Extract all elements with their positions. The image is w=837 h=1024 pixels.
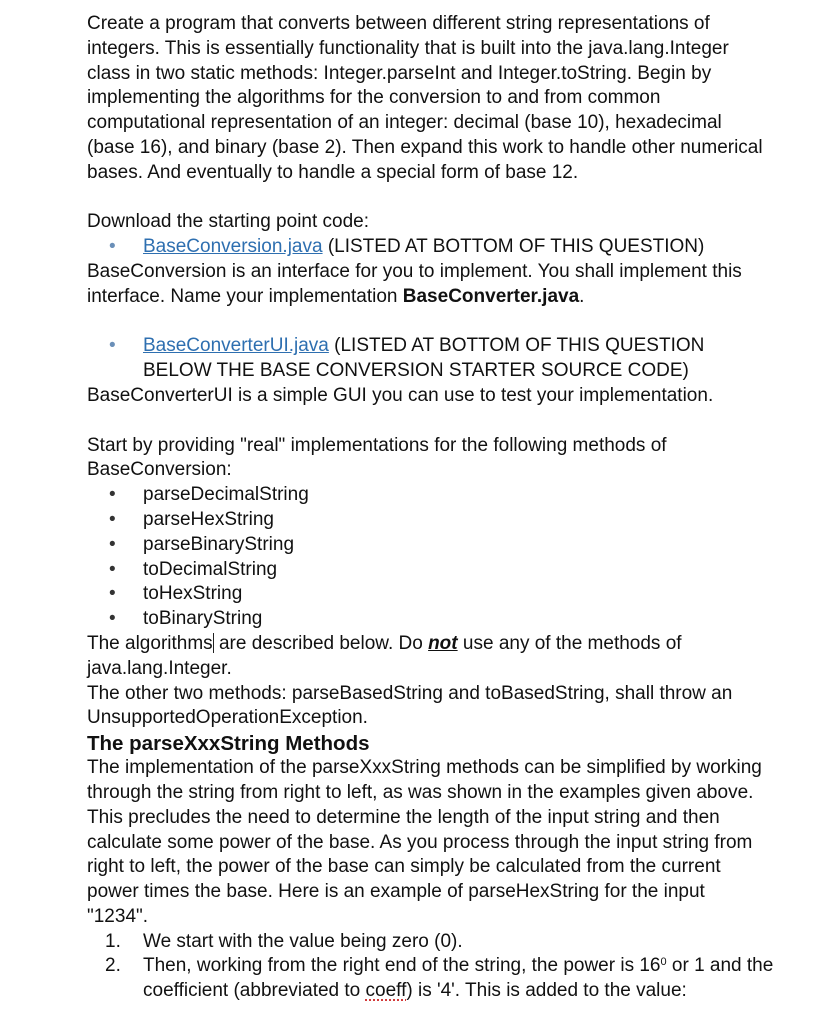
- bullet-icon: •: [109, 484, 116, 506]
- intro-line-7: bases. And eventually to handle a special form of base 12.: [87, 161, 579, 183]
- base-converter-filename: BaseConverter.java: [402, 285, 580, 307]
- section-p5: right to left, the power of the base can simply be calculated from the current: [87, 856, 721, 878]
- method-list: [87, 483, 817, 632]
- intro-line-3: class in two static methods: Integer.parseInt and Integer.toString. Begin by: [87, 62, 712, 84]
- download-item-2: [87, 334, 817, 384]
- intro-line-1: Create a program that converts between different string representations of: [87, 13, 710, 34]
- section-heading: The parseXxxString Methods: [87, 732, 370, 756]
- method-list-item: [87, 508, 817, 533]
- step-1-number: 1.: [105, 930, 121, 952]
- section-p4: calculate some power of the base. As you process through the input string from: [87, 831, 753, 853]
- download-item-2-desc: BaseConverterUI is a simple GUI you can use to test your implementation.: [87, 384, 714, 406]
- section-p1: The implementation of the parseXxxString methods can be simplified by working: [87, 757, 762, 779]
- step-2-text: Then, working from the right end of the string, the power is $16^0$ or 1 and the coefficient (abbreviated to coeff) is '4'. This is added to the value:: [143, 955, 774, 1002]
- method-name: parseHexString: [143, 508, 274, 530]
- method-list-item: [87, 533, 817, 558]
- step-2-number: 2.: [105, 955, 121, 977]
- bullet-icon: •: [109, 608, 116, 630]
- intro-line-2: integers. This is essentially functionality that is built into the java.lang.Integer: [87, 37, 729, 59]
- method-name: toBinaryString: [143, 608, 263, 630]
- step-2: [87, 954, 817, 1004]
- step-1: [87, 930, 817, 955]
- method-name: parseDecimalString: [143, 484, 309, 506]
- bullet-icon: •: [109, 583, 116, 605]
- section-p7: "1234".: [87, 905, 149, 927]
- download-item-1-desc-1: BaseConversion is an interface for you to implement. You shall implement this: [87, 260, 742, 282]
- section-p3: This precludes the need to determine the length of the input string and then: [87, 806, 720, 828]
- methods-intro-1: Start by providing "real" implementations for the following methods of: [87, 434, 667, 456]
- method-list-item: [87, 607, 817, 632]
- other-methods-1: The other two methods: parseBasedString and toBasedString, shall throw an: [87, 682, 733, 704]
- intro-line-5: computational representation of an integer: decimal (base 10), hexadecimal: [87, 112, 722, 134]
- base-converter-ui-link[interactable]: BaseConverterUI.java: [143, 335, 329, 357]
- download-label: Download the starting point code:: [87, 211, 370, 233]
- bullet-icon: •: [109, 533, 116, 555]
- coeff-word: coeff: [365, 980, 407, 1002]
- bullet-icon: •: [109, 236, 116, 258]
- download-item-1-suffix: (LISTED AT BOTTOM OF THIS QUESTION): [322, 236, 705, 258]
- base-conversion-link[interactable]: BaseConversion.java: [143, 236, 323, 258]
- download-item-1-desc-2: interface. Name your implementation BaseConverter.java.: [87, 285, 585, 307]
- method-name: toDecimalString: [143, 558, 278, 580]
- power-exponent: 0: [660, 956, 667, 969]
- method-list-item: [87, 582, 817, 607]
- document-page: [87, 12, 817, 1004]
- step-1-text: We start with the value being zero (0).: [143, 930, 463, 952]
- section-p6: power times the base. Here is an example of parseHexString for the input: [87, 881, 705, 903]
- algorithms-note: The algorithms are described below. Do not use any of the methods of: [87, 632, 682, 654]
- download-item-1: [87, 235, 817, 260]
- intro-line-6: (base 16), and binary (base 2). Then expand this work to handle other numerical: [87, 136, 763, 158]
- section-p2: through the string from right to left, as was shown in the examples given above.: [87, 781, 754, 803]
- method-name: toHexString: [143, 583, 243, 605]
- bullet-icon: •: [109, 558, 116, 580]
- method-list-item: [87, 558, 817, 583]
- method-list-item: [87, 483, 817, 508]
- methods-intro-2: BaseConversion:: [87, 459, 232, 481]
- method-name: parseBinaryString: [143, 533, 295, 555]
- bullet-icon: •: [109, 508, 116, 530]
- download-item-2-suffix-2: BELOW THE BASE CONVERSION STARTER SOURCE CODE): [143, 360, 689, 382]
- other-methods-2: UnsupportedOperationException.: [87, 707, 368, 729]
- intro-line-4: implementing the algorithms for the conversion to and from common: [87, 87, 661, 109]
- bullet-icon: •: [109, 335, 116, 357]
- algorithms-note-2: java.lang.Integer.: [87, 657, 232, 679]
- download-item-2-suffix: (LISTED AT BOTTOM OF THIS QUESTION: [328, 335, 705, 357]
- not-emphasis: not: [428, 632, 458, 654]
